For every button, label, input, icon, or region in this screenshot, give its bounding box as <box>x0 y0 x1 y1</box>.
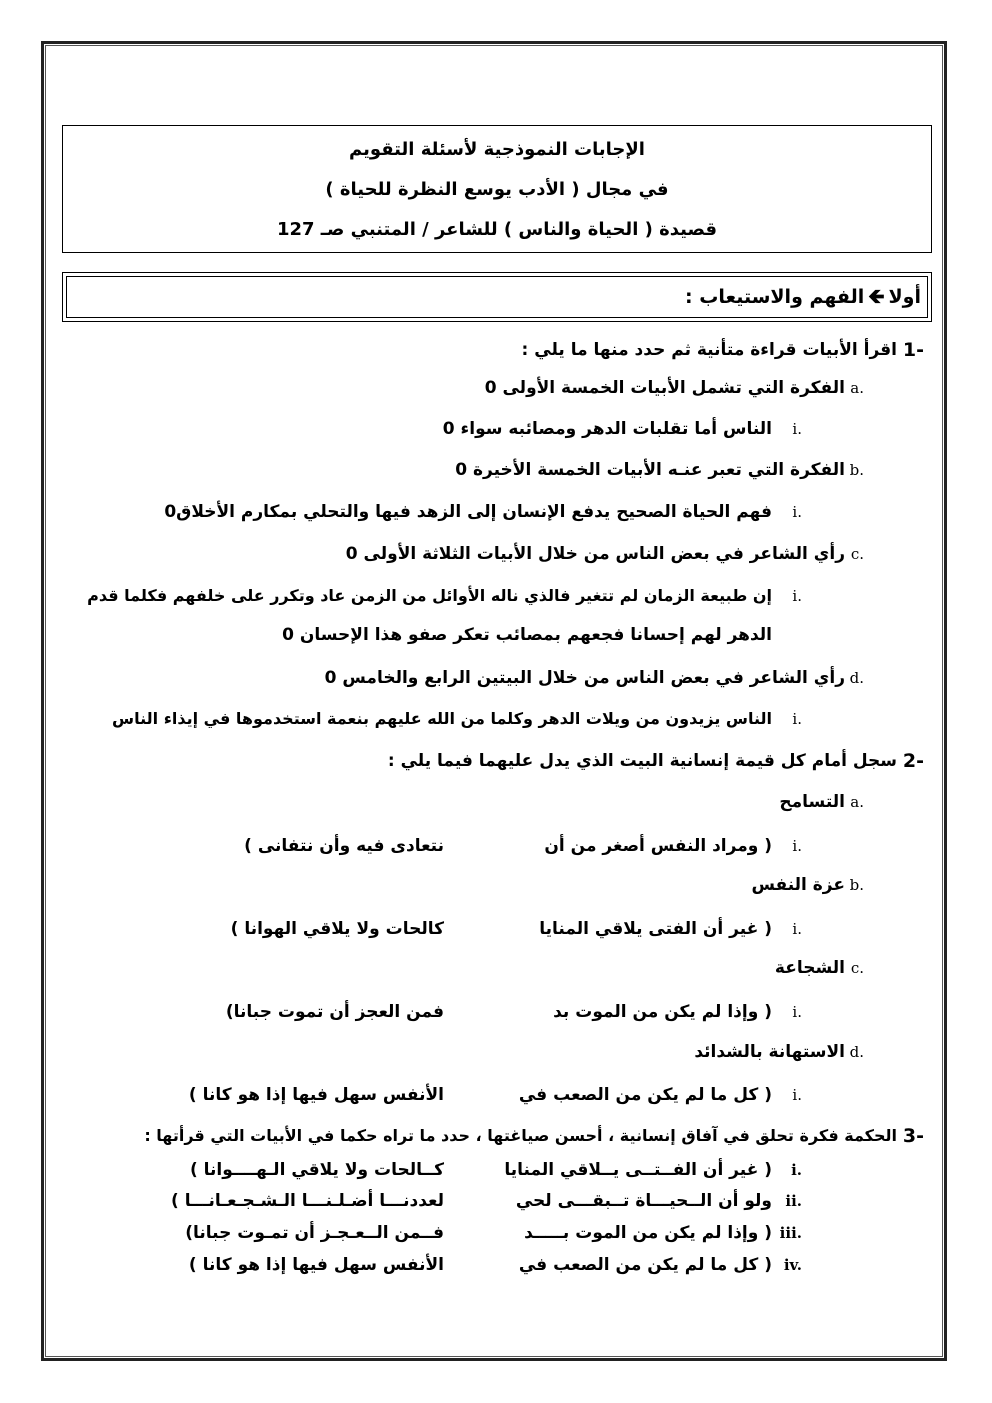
q3-verse-2-second: لعددنـــا أضـلـنـــا الـشـجـعـانـــا ) <box>171 1191 444 1211</box>
section-title <box>685 283 921 310</box>
q1-item-d-i-text: الناس يزيدون من ويلات الدهر وكلما من الله عليهم بنعمة استخدموها في إيذاء الناس <box>112 709 772 728</box>
q1-item-a-i-marker: i. <box>792 420 802 438</box>
q2-value-a-label: التسامح <box>779 792 845 812</box>
q3-verse-2-marker: ii. <box>785 1192 802 1210</box>
q3-verse-1-marker: i. <box>791 1161 802 1179</box>
q2-value-a-verse-first: ( ومراد النفس أصغر من أن <box>544 836 772 856</box>
q3-verse-1-first: ( غير أن الفــتــى يــلاقي المنايا <box>504 1160 772 1180</box>
q3-verse-4-second: الأنفس سهل فيها إذا هو كانا ) <box>188 1255 444 1275</box>
q2-value-b-verse-second: كالحات ولا يلاقي الهوانا ) <box>230 919 444 939</box>
q2-value-b-verse-first: ( غير أن الفتى يلاقي المنايا <box>539 919 772 939</box>
q2-value-d-sub-marker: i. <box>792 1086 802 1104</box>
q1-item-c-i-marker: i. <box>792 587 802 605</box>
q2-value-b-sub-marker: i. <box>792 920 802 938</box>
question-2-text: سجل أمام كل قيمة إنسانية البيت الذي يدل عليهما فيما يلي : <box>387 751 897 771</box>
question-1-number: 1- <box>902 339 924 361</box>
q1-item-b-i-marker: i. <box>792 503 802 521</box>
q3-verse-1-second: كــالحات ولا يلاقي الـهــــوانا ) <box>189 1160 444 1180</box>
q2-value-b-label: عزة النفس <box>751 875 845 895</box>
q1-item-a-text: الفكرة التي تشمل الأبيات الخمسة الأولى 0 <box>484 378 845 398</box>
q1-item-a-i-text: الناس أما تقلبات الدهر ومصائبه سواء 0 <box>442 419 772 439</box>
q3-verse-2-first: ولو أن الــحيـــاة تــبقـــى لحي <box>515 1191 772 1211</box>
q2-value-b-marker: b. <box>849 876 864 894</box>
q1-item-c-marker: c. <box>850 545 864 563</box>
q3-verse-3-second: فــمن الــعـجـز أن تمـوت جبانا) <box>185 1223 444 1243</box>
question-3-number: 3- <box>902 1125 924 1147</box>
q2-value-a-marker: a. <box>850 793 864 811</box>
q2-value-d-verse-first: ( كل ما لم يكن من الصعب في <box>518 1085 772 1105</box>
q1-item-b-marker: b. <box>849 461 864 479</box>
q1-item-b-text: الفكرة التي تعبر عنـه الأبيات الخمسة الأخيرة 0 <box>455 460 845 480</box>
q2-value-d-marker: d. <box>849 1043 864 1061</box>
question-1-text: اقرأ الأبيات قراءة متأنية ثم حدد منها ما يلي : <box>521 340 897 360</box>
q1-item-d-text: رأي الشاعر في بعض الناس من خلال البيتين الرابع والخامس 0 <box>324 668 845 688</box>
q1-item-c-i-text: إن طبيعة الزمان لم تتغير فالذي ناله الأوائل من الزمن عاد وتكرر على خلفهم فكلما قدم <box>87 586 772 605</box>
q2-value-a-verse-second: نتعادى فيه وأن نتفانى ) <box>244 836 444 856</box>
q1-item-d-i-marker: i. <box>792 710 802 728</box>
q1-item-c-text: رأي الشاعر في بعض الناس من خلال الأبيات الثلاثة الأولى 0 <box>345 544 845 564</box>
q2-value-c-marker: c. <box>850 959 864 977</box>
q3-verse-4-marker: iv. <box>783 1256 802 1274</box>
title-box <box>62 125 932 253</box>
section-header <box>62 272 932 322</box>
q2-value-c-verse-first: ( وإذا لم يكن من الموت بد <box>553 1002 772 1022</box>
title-line-1: الإجابات النموذجية لأسئلة التقويم <box>349 139 645 160</box>
arrow-left-icon: 🡸 <box>868 284 885 308</box>
title-line-3: قصيدة ( الحياة والناس ) للشاعر / المتنبي صـ 127 <box>276 219 718 240</box>
section-name: الفهم والاستيعاب : <box>685 286 865 308</box>
q2-value-c-verse-second: فمن العجز أن تموت جبانا) <box>225 1002 444 1022</box>
q2-value-a-sub-marker: i. <box>792 837 802 855</box>
q2-value-c-label: الشجاعة <box>774 958 845 978</box>
q3-verse-4-first: ( كل ما لم يكن من الصعب في <box>518 1255 772 1275</box>
q1-item-a-marker: a. <box>850 379 864 397</box>
section-first-word: أولا <box>888 286 921 308</box>
q3-verse-3-marker: iii. <box>779 1224 802 1242</box>
q1-item-b-i-text: فهم الحياة الصحيح يدفع الإنسان إلى الزهد فيها والتحلي بمكارم الأخلاق0 <box>164 502 772 522</box>
q1-item-d-marker: d. <box>849 669 864 687</box>
q3-verse-3-first: ( وإذا لم يكن من الموت بـــــد <box>524 1223 772 1243</box>
question-2-number: 2- <box>902 750 924 772</box>
q1-item-c-i-continuation: الدهر لهم إحسانا فجعهم بمصائب تعكر صفو هذا الإحسان 0 <box>282 625 772 645</box>
title-line-2: في مجال ( الأدب يوسع النظرة للحياة ) <box>325 179 669 200</box>
q2-value-d-label: الاستهانة بالشدائد <box>694 1042 845 1062</box>
question-3-text: الحكمة فكرة تحلق في آفاق إنسانية ، أحسن صياغتها ، حدد ما تراه حكما في الأبيات التي قرأتها : <box>144 1126 897 1145</box>
q2-value-d-verse-second: الأنفس سهل فيها إذا هو كانا ) <box>188 1085 444 1105</box>
q2-value-c-sub-marker: i. <box>792 1003 802 1021</box>
